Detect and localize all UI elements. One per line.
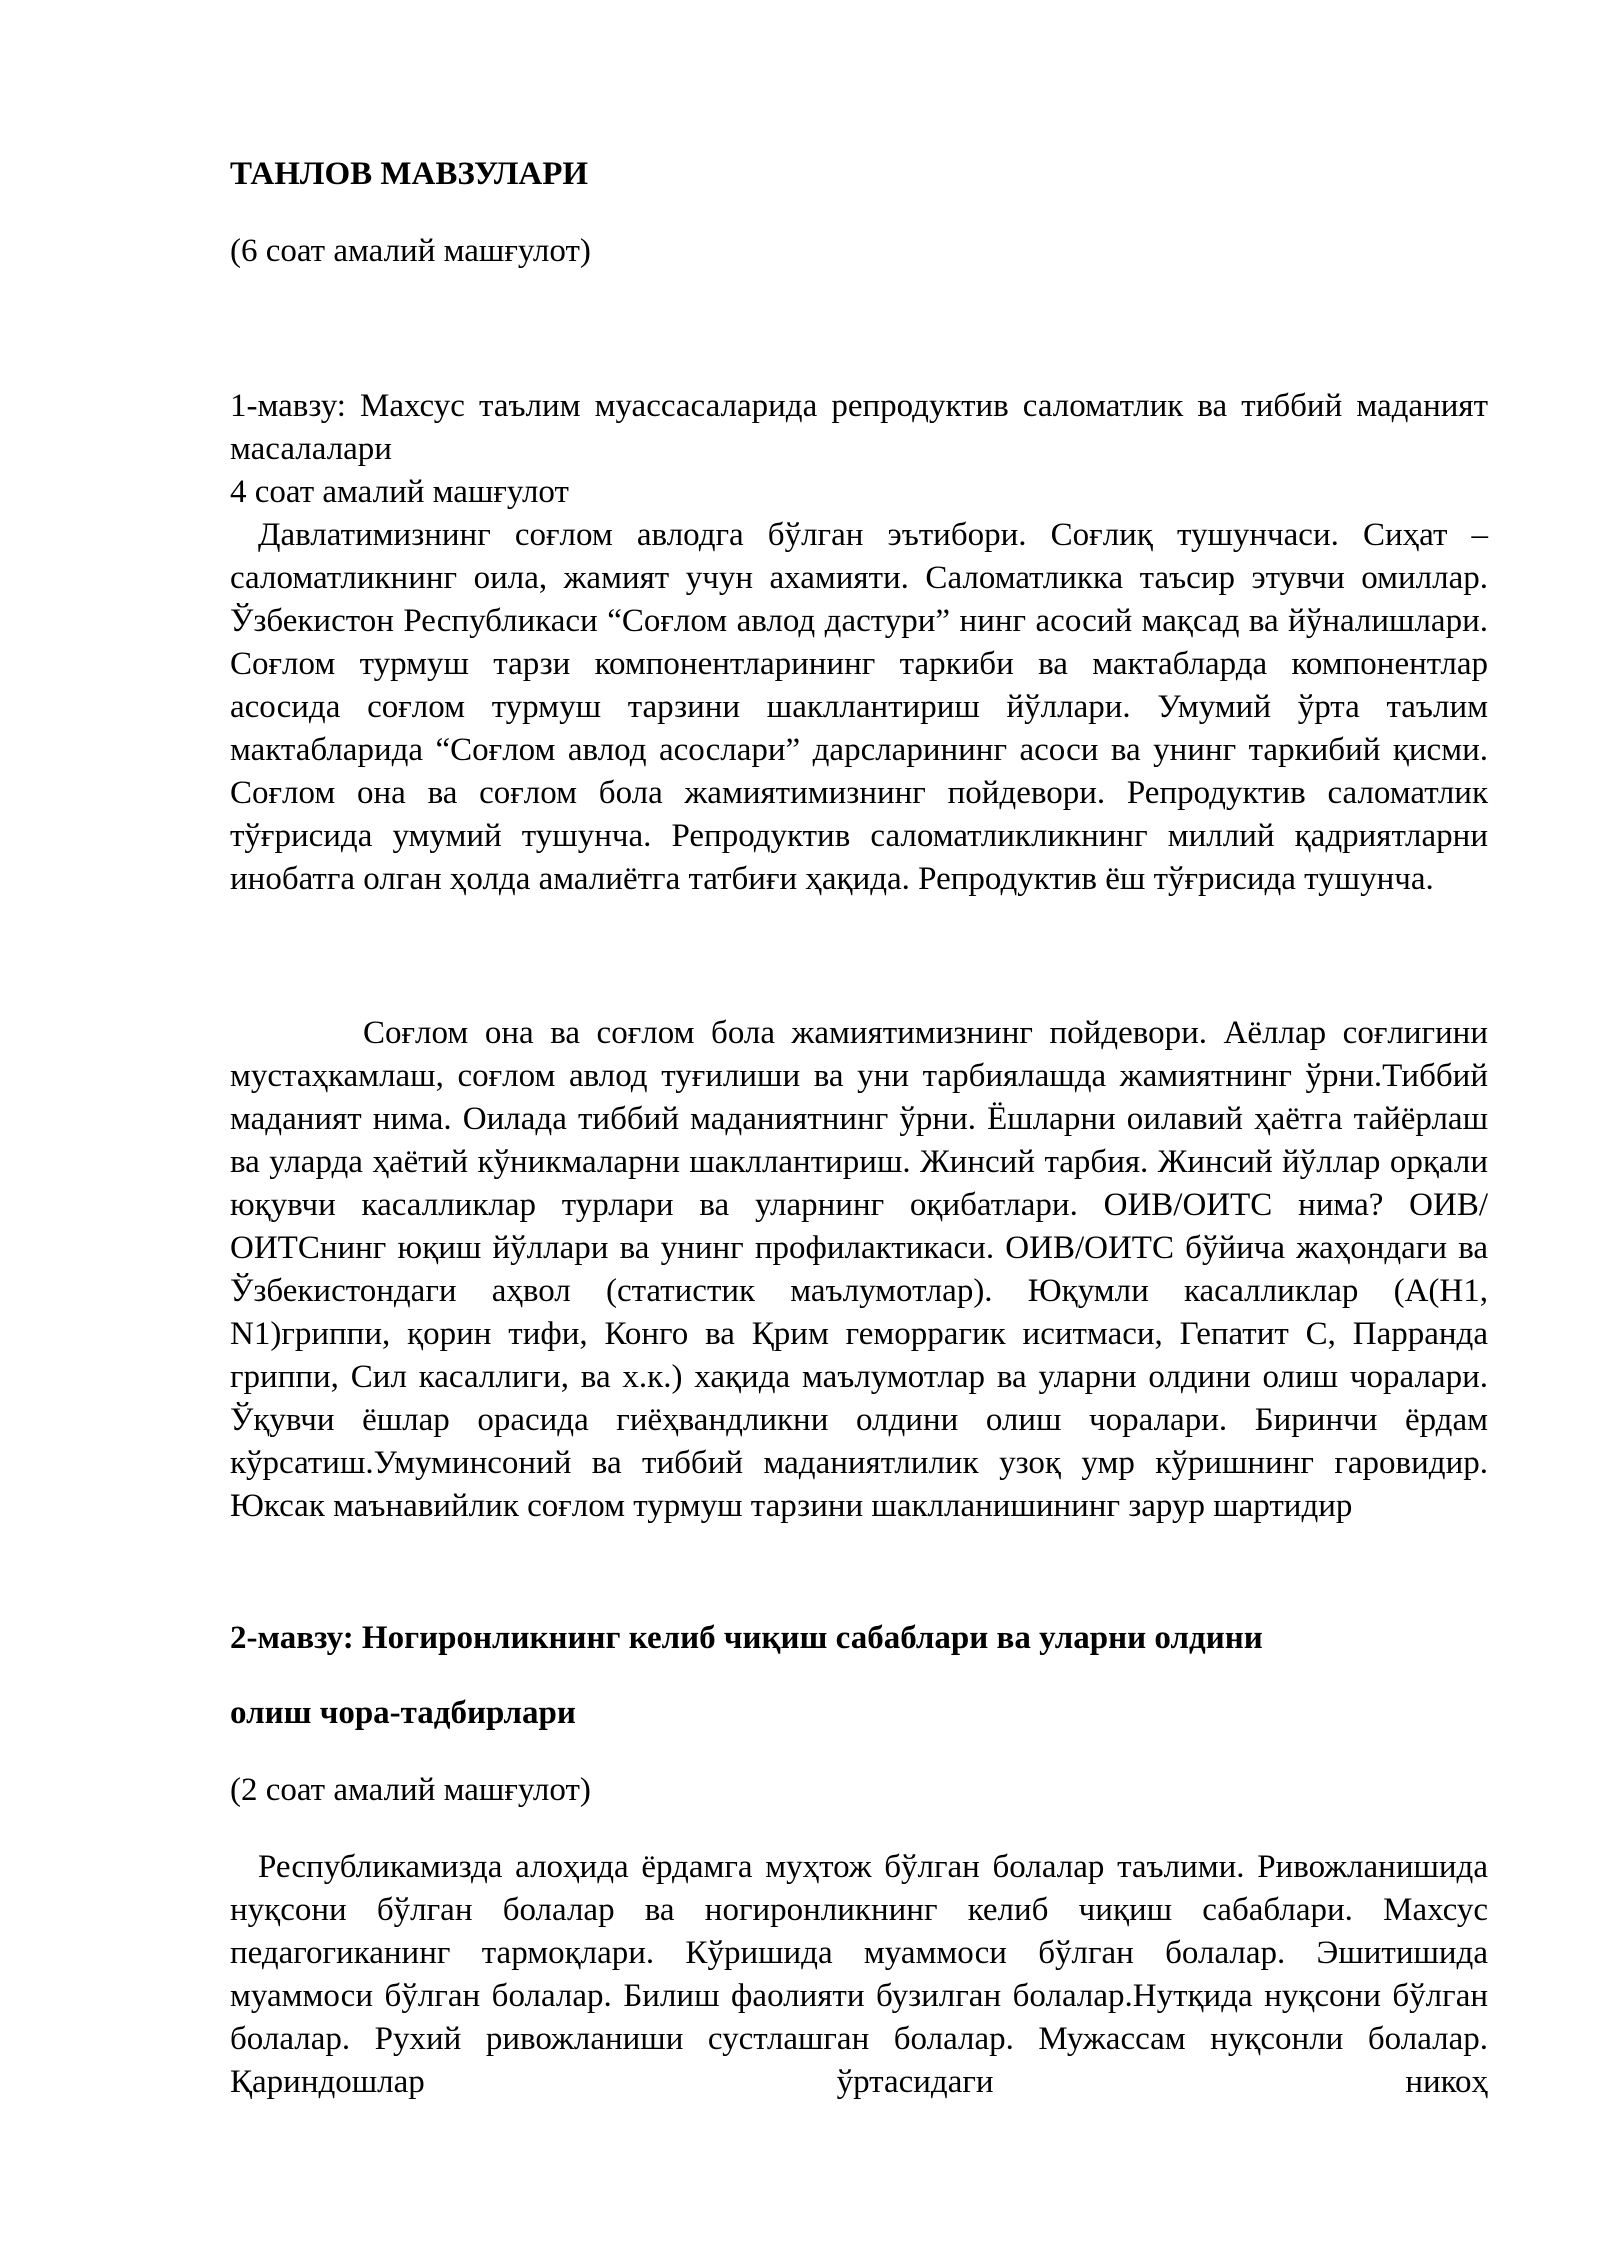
- topic2-paragraph-1: Республикамизда алоҳида ёрдамга муҳтож бўлган болалар таълими. Ривожланишида нуқсони бўлган болалар ва ногиронликнинг келиб чиқиш сабаблари. Махсус педагогиканинг тармоқлари. Кўришида муаммоси бўлган болалар. Эшитишида муаммоси бўлган болалар. Билиш фаолияти бузилган болалар.Нутқида нуқсони бўлган болалар. Рухий ривожланиши сустлашган болалар. Мужассам нуқсонли болалар. Қариндошлар ўртасидаги никоҳ: [230, 1849, 1488, 2100]
- topic2-hours: (2 соат амалий машғулот): [230, 1772, 591, 1808]
- document-title: ТАНЛОВ МАВЗУЛАРИ: [230, 156, 589, 192]
- topic2-heading-line1: 2-мавзу: Ногиронликнинг келиб чиқиш сабаблари ва уларни олдини: [230, 1620, 1263, 1656]
- topic2-heading-line2: олиш чора-тадбирлари: [230, 1695, 576, 1731]
- topic1-hours: 4 соат амалий машғулот: [230, 474, 569, 510]
- topic1-paragraph-1: Давлатимизнинг соғлом авлодга бўлган эътибори. Соғлиқ тушунчаси. Сиҳат –саломатликнинг оила, жамият учун ахамияти. Саломатликка таъсир этувчи омиллар. Ўзбекистон Республикаси “Соғлом авлод дастури” нинг асосий мақсад ва йўналишлари. Соғлом турмуш тарзи компонентларининг таркиби ва мактабларда компонентлар асосида соғлом турмуш тарзини шакллантириш йўллари. Умумий ўрта таълим мактабларида “Соғлом авлод асослари” дарсларининг асоси ва унинг таркибий қисми. Соғлом она ва соғлом бола жамиятимизнинг пойдевори. Репродуктив саломатлик тўғрисида умумий тушунча. Репродуктив саломатликликнинг миллий қадриятларни инобатга олган ҳолда амалиётга татбиғи ҳақида. Репродуктив ёш тўғрисида тушунча.: [230, 517, 1488, 897]
- document-subtitle: (6 соат амалий машғулот): [230, 233, 591, 269]
- topic1-heading: 1-мавзу: Махсус таълим муассасаларида репродуктив саломатлик ва тиббий маданият масалалари: [230, 388, 1488, 467]
- topic1-paragraph-2: Соғлом она ва соғлом бола жамиятимизнинг пойдевори. Аёллар соғлигини мустаҳкамлаш, соғлом авлод туғилиши ва уни тарбиялашда жамиятнинг ўрни.Тиббий маданият нима. Оилада тиббий маданиятнинг ўрни. Ёшларни оилавий ҳаётга тайёрлаш ва уларда ҳаётий кўникмаларни шакллантириш. Жинсий тарбия. Жинсий йўллар орқали юқувчи касалликлар турлари ва уларнинг оқибатлари. ОИВ/ОИТС нима? ОИВ/ОИТСнинг юқиш йўллари ва унинг профилактикаси. ОИВ/ОИТС бўйича жаҳондаги ва Ўзбекистондаги аҳвол (статистик маълумотлар). Юқумли касалликлар (А(Н1, N1)гриппи, қорин тифи, Конго ва Қрим геморрагик иситмаси, Гепатит С, Парранда гриппи, Сил касаллиги, ва х.к.) хақида маълумотлар ва уларни олдини олиш чоралари. Ўқувчи ёшлар орасида гиёҳвандликни олдини олиш чоралари. Биринчи ёрдам кўрсатиш.Умуминсоний ва тиббий маданиятлилик узоқ умр кўришнинг гаровидир. Юксак маънавийлик соғлом турмуш тарзини шаклланишининг зарур шартидир: [230, 1015, 1488, 1524]
